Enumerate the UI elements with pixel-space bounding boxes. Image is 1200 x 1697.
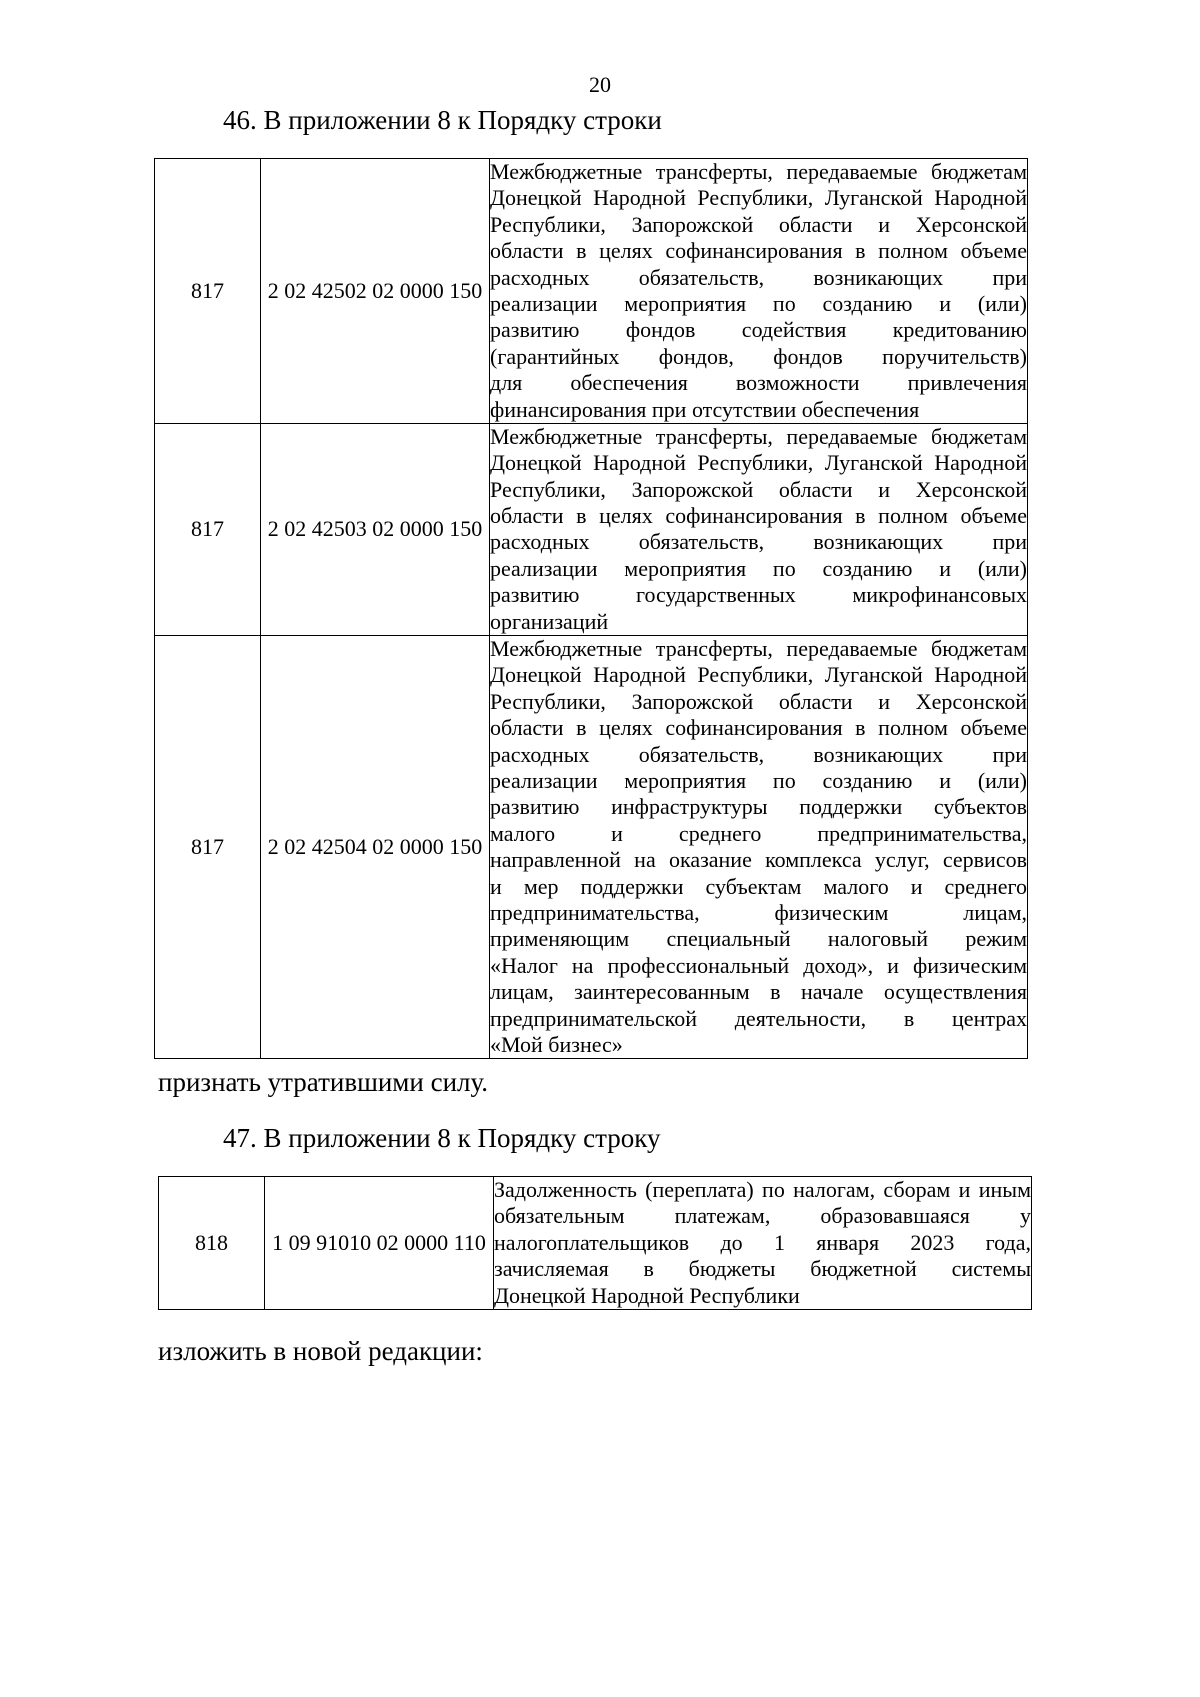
description-line: малого и среднего предпринимательства, <box>490 820 1027 846</box>
section-46-heading: 46. В приложении 8 к Порядку строки <box>223 105 662 135</box>
description-line: развитию государственных микрофинансовых <box>490 582 1027 608</box>
description-cell <box>490 423 1028 635</box>
page-number: 20 <box>589 72 611 97</box>
description-line: Задолженность (переплата) по налогам, сборам и иным <box>494 1177 1031 1202</box>
description-line: Межбюджетные трансферты, передаваемые бюджетам <box>490 159 1027 184</box>
description-line: Донецкой Народной Республики, Луганской Народной <box>490 450 1027 476</box>
description-line: зачисляемая в бюджеты бюджетной системы <box>494 1256 1031 1282</box>
description-line: Республики, Запорожской области и Херсонской <box>490 476 1027 502</box>
description-line: расходных обязательств, возникающих при <box>490 264 1027 290</box>
description-line: для обеспечения возможности привлечения <box>490 370 1027 396</box>
description-line: предпринимательства, физическим лицам, <box>490 899 1027 925</box>
description-line: налогоплательщиков до 1 января 2023 года, <box>494 1229 1031 1255</box>
table-row <box>155 636 1028 1059</box>
admin-code-cell: 817 <box>155 159 261 424</box>
admin-code-cell: 817 <box>155 423 261 635</box>
description-line: развитию инфраструктуры поддержки субъектов <box>490 794 1027 820</box>
description-line: Донецкой Народной Республики <box>494 1282 800 1308</box>
description-line: реализации мероприятия по созданию и (или) <box>490 290 1027 316</box>
description-line: расходных обязательств, возникающих при <box>490 741 1027 767</box>
description-line: лицам, заинтересованным в начале осуществления <box>490 979 1027 1005</box>
description-line: направленной на оказание комплекса услуг, сервисов <box>490 847 1027 873</box>
description-line: «Мой бизнес» <box>490 1031 623 1057</box>
description-line: «Налог на профессиональный доход», и физическим <box>490 952 1027 978</box>
description-line: области в целях софинансирования в полном объеме <box>490 238 1027 264</box>
admin-code-cell: 817 <box>155 636 261 1059</box>
section-46-resolution: признать утратившими силу. <box>158 1067 489 1097</box>
table-row <box>155 423 1028 635</box>
budget-code-cell: 1 09 91010 02 0000 110 <box>265 1177 494 1310</box>
description-line: Межбюджетные трансферты, передаваемые бюджетам <box>490 636 1027 662</box>
budget-code-cell: 2 02 42504 02 0000 150 <box>261 636 490 1059</box>
description-line: предпринимательской деятельности, в центрах <box>490 1005 1027 1031</box>
description-line: финансирования при отсутствии обеспечения <box>490 396 920 422</box>
description-line: (гарантийных фондов, фондов поручительств) <box>490 343 1027 369</box>
description-cell <box>490 636 1028 1059</box>
admin-code-cell: 818 <box>159 1177 265 1310</box>
section-47-heading: 47. В приложении 8 к Порядку строку <box>223 1123 661 1153</box>
description-cell <box>494 1177 1032 1310</box>
description-line: организаций <box>490 608 609 634</box>
description-line: обязательным платежам, образовавшаяся у <box>494 1203 1031 1229</box>
description-line: и мер поддержки субъектам малого и среднего <box>490 873 1027 899</box>
description-line: применяющим специальный налоговый режим <box>490 926 1027 952</box>
description-line: Донецкой Народной Республики, Луганской Народной <box>490 185 1027 211</box>
description-line: реализации мероприятия по созданию и (или) <box>490 555 1027 581</box>
section-47-resolution: изложить в новой редакции: <box>158 1336 483 1366</box>
table-row <box>155 159 1028 424</box>
section-46-table <box>154 158 1028 1059</box>
description-line: Межбюджетные трансферты, передаваемые бюджетам <box>490 423 1027 449</box>
description-line: Республики, Запорожской области и Херсонской <box>490 211 1027 237</box>
description-line: реализации мероприятия по созданию и (или) <box>490 767 1027 793</box>
budget-code-cell: 2 02 42503 02 0000 150 <box>261 423 490 635</box>
section-47-table <box>158 1176 1032 1310</box>
description-line: Республики, Запорожской области и Херсонской <box>490 688 1027 714</box>
description-line: развитию фондов содействия кредитованию <box>490 317 1027 343</box>
description-line: области в целях софинансирования в полном объеме <box>490 503 1027 529</box>
budget-code-cell: 2 02 42502 02 0000 150 <box>261 159 490 424</box>
table-row <box>159 1177 1032 1310</box>
description-line: области в целях софинансирования в полном объеме <box>490 715 1027 741</box>
description-cell <box>490 159 1028 424</box>
description-line: расходных обязательств, возникающих при <box>490 529 1027 555</box>
description-line: Донецкой Народной Республики, Луганской Народной <box>490 662 1027 688</box>
